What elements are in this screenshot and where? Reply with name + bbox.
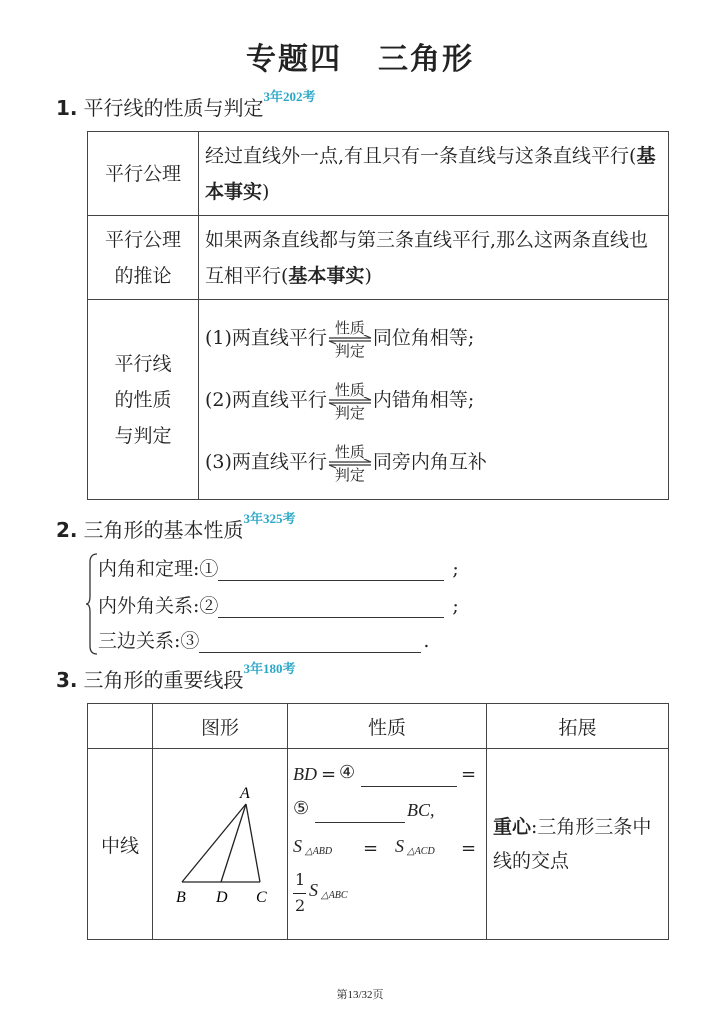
sub-abc: △ABC	[321, 890, 348, 901]
blank-end: .	[423, 630, 430, 652]
answer-blank[interactable]	[199, 630, 421, 653]
frac-den: 2	[295, 896, 306, 915]
table-row	[88, 216, 669, 300]
section1-tag: 3年202考	[263, 89, 316, 104]
bidirectional-arrow-icon	[328, 318, 372, 360]
arrow-top-label: 性质	[334, 318, 365, 337]
item-prefix: (2)两直线平行	[205, 388, 327, 411]
corollary-end: )	[364, 264, 372, 287]
row-text	[199, 132, 669, 216]
table-row	[88, 749, 669, 940]
left-brace-icon	[85, 552, 99, 656]
s-abc: S	[309, 880, 318, 900]
s-acd: S	[395, 836, 404, 856]
s-abd: S	[293, 836, 302, 856]
extension-cell	[487, 749, 669, 940]
median-ad	[221, 804, 246, 882]
row-label-median: 中线	[88, 749, 153, 940]
label-line1: 平行公理	[104, 228, 181, 251]
table-row	[88, 300, 669, 500]
answer-blank[interactable]	[218, 558, 444, 581]
section2-heading	[56, 511, 296, 543]
property-item	[205, 369, 662, 431]
title-part1: 专题四	[246, 42, 342, 77]
sub-abd: △ABD	[305, 846, 333, 857]
axiom-bold: 基本事实	[205, 144, 656, 203]
header-property: 性质	[288, 704, 487, 749]
property-item	[205, 431, 662, 493]
section3-tag: 3年180考	[243, 661, 296, 676]
item-prefix: (1)两直线平行	[205, 326, 327, 349]
sub-acd: △ACD	[407, 846, 435, 857]
blank-line-3	[98, 626, 429, 653]
blank-end: ;	[452, 595, 459, 617]
section3-heading	[56, 661, 296, 693]
corollary-text: 如果两条直线都与第三条直线平行,那么这两条直线也互相平行(	[205, 228, 649, 287]
important-segments-table	[87, 703, 669, 940]
blank-label: 内外角关系:②	[98, 595, 219, 617]
title-part2: 三角形	[378, 42, 474, 77]
circled-4: ④	[339, 762, 356, 783]
item-suffix: 同位角相等;	[372, 326, 475, 349]
label-line3: 与判定	[114, 424, 172, 447]
arrow-bottom-label: 判定	[334, 341, 365, 360]
section2-title: 三角形的基本性质	[83, 518, 244, 542]
row-label	[88, 300, 199, 500]
table-header-row	[88, 704, 669, 749]
eq-3: =	[363, 838, 379, 859]
arrow-top-label: 性质	[334, 380, 365, 399]
axiom-end: )	[262, 180, 270, 203]
parallel-lines-table	[87, 131, 669, 500]
corollary-bold: 基本事实	[288, 264, 365, 287]
bidirectional-arrow-icon	[328, 380, 372, 422]
blank-line-2	[98, 591, 459, 618]
bc-text: BC,	[407, 800, 435, 820]
eq-1: =	[321, 764, 337, 785]
property-item	[205, 307, 662, 369]
arrow-bottom-label: 判定	[334, 403, 365, 422]
row-text	[199, 300, 669, 500]
arrow-bottom-label: 判定	[334, 465, 365, 484]
row-label	[88, 216, 199, 300]
item-suffix: 同旁内角互补	[372, 450, 487, 473]
eq-4: =	[461, 838, 477, 859]
section2-tag: 3年325考	[243, 511, 296, 526]
section1-number: 1.	[56, 96, 78, 120]
centroid-text: :三角形三条中线的交点	[493, 816, 652, 872]
frac-bar	[293, 893, 306, 894]
label-line2: 的推论	[114, 264, 172, 287]
section3-title: 三角形的重要线段	[83, 668, 244, 692]
header-empty	[88, 704, 153, 749]
vertex-label-c: C	[256, 889, 267, 906]
label-line2: 的性质	[114, 388, 172, 411]
blank-label: 三边关系:③	[98, 630, 200, 652]
header-figure: 图形	[153, 704, 288, 749]
bidirectional-arrow-icon	[328, 442, 372, 484]
section1-heading	[56, 89, 316, 121]
property-cell	[288, 749, 487, 940]
arrow-top-label: 性质	[334, 442, 365, 461]
vertex-label-d: D	[216, 889, 228, 906]
eq-2: =	[461, 764, 477, 785]
figure-cell	[153, 749, 288, 940]
item-suffix: 内错角相等;	[372, 388, 475, 411]
blank-end: ;	[452, 558, 459, 580]
row-text	[199, 216, 669, 300]
table-row	[88, 132, 669, 216]
page-title	[0, 34, 720, 78]
triangle-median-diagram	[154, 750, 286, 934]
answer-blank[interactable]	[218, 595, 444, 618]
axiom-text: 经过直线外一点,有且只有一条直线与这条直线平行(	[205, 144, 637, 167]
answer-blank-5[interactable]	[315, 800, 405, 823]
section3-number: 3.	[56, 668, 78, 692]
median-properties	[289, 752, 485, 936]
side-ac	[246, 804, 260, 882]
blank-label: 内角和定理:①	[98, 558, 219, 580]
side-ab	[182, 804, 246, 882]
vertex-label-b: B	[176, 889, 186, 906]
label-line1: 平行线	[114, 352, 172, 375]
section1-title: 平行线的性质与判定	[83, 96, 264, 120]
blank-line-1	[98, 554, 459, 581]
header-extension: 拓展	[487, 704, 669, 749]
centroid-label: 重心	[493, 816, 532, 838]
item-prefix: (3)两直线平行	[205, 450, 327, 473]
frac-num: 1	[295, 870, 306, 889]
answer-blank-4[interactable]	[361, 764, 457, 787]
section2-number: 2.	[56, 518, 78, 542]
bd-text: BD	[293, 764, 317, 784]
row-label: 平行公理	[88, 132, 199, 216]
page-footer: 第13/32页	[336, 989, 384, 1001]
circled-5: ⑤	[293, 798, 310, 819]
vertex-label-a: A	[240, 785, 250, 802]
